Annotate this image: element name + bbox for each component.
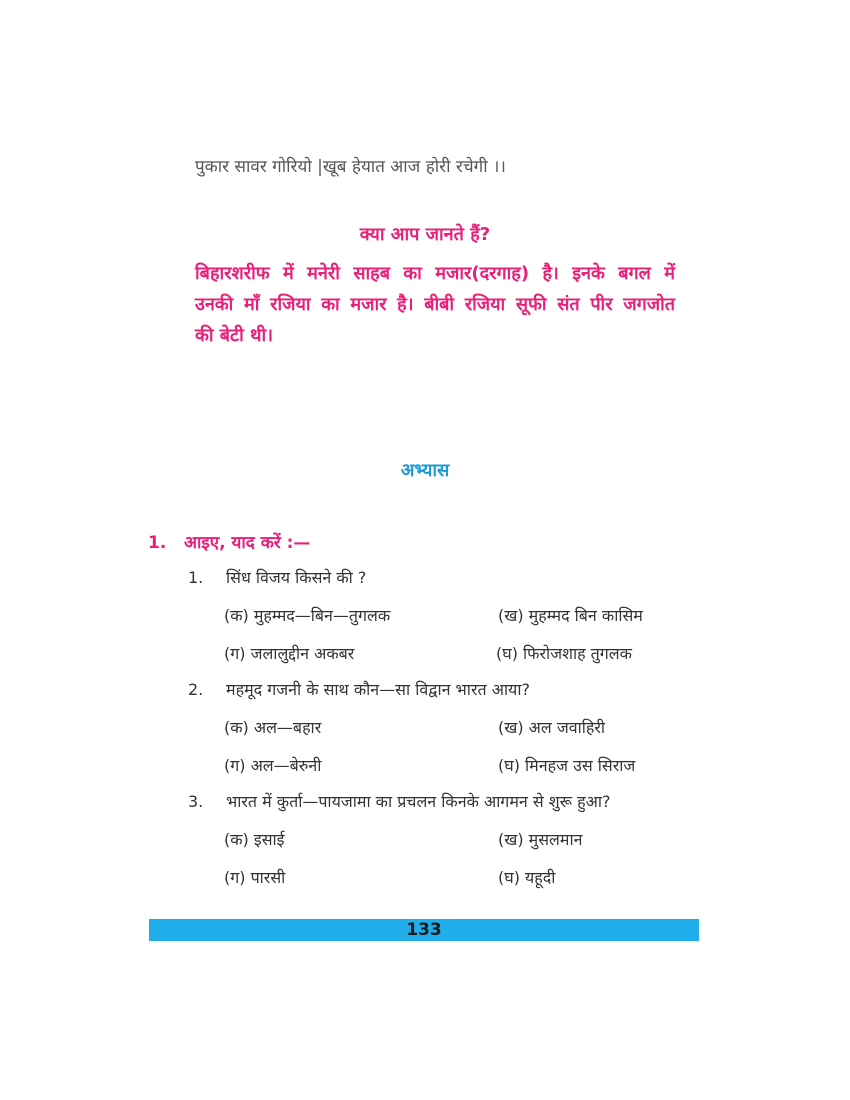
- question-text: भारत में कुर्ता—पायजामा का प्रचलन किनके आगमन से शुरू हुआ?: [226, 792, 611, 811]
- exercise-title: अभ्यास: [400, 460, 450, 481]
- option-item: (ग) जलालुद्दीन अकबर: [224, 644, 355, 663]
- info-box-body: [195, 258, 675, 351]
- option-item: (घ) यहूदी: [498, 868, 556, 887]
- option-item: (ग) अल—बेरुनी: [224, 756, 322, 775]
- question-2: [188, 678, 530, 700]
- section-number: 1.: [148, 533, 167, 553]
- poem-line: पुकार सावर गोरियो |खूब हेयात आज होरी रचेगी ।।: [195, 157, 506, 177]
- option-item: (क) इसाई: [224, 830, 285, 849]
- question-text: सिंध विजय किसने की ?: [226, 568, 367, 587]
- page-number: 133: [406, 920, 442, 940]
- option-item: (ग) पारसी: [224, 868, 286, 887]
- option-item: (ख) मुहम्मद बिन कासिम: [498, 606, 643, 625]
- footer-bar: [149, 919, 699, 941]
- option-item: (क) मुहम्मद—बिन—तुगलक: [224, 606, 391, 625]
- info-box-line: उनकी माँ रजिया का मजार है। बीबी रजिया सूफी संत पीर जगजोत: [195, 294, 675, 315]
- option-item: (क) अल—बहार: [224, 718, 322, 737]
- question-text: महमूद गजनी के साथ कौन—सा विद्वान भारत आया?: [226, 680, 530, 699]
- question-number: 1.: [188, 568, 204, 587]
- section-heading: [148, 530, 310, 553]
- option-item: (ख) अल जवाहिरी: [498, 718, 606, 737]
- option-item: (घ) मिनहज उस सिराज: [498, 756, 636, 775]
- question-3: [188, 790, 611, 812]
- info-box-line: बिहारशरीफ में मनेरी साहब का मजार(दरगाह) है। इनके बगल में: [195, 263, 675, 284]
- question-1: [188, 566, 366, 588]
- info-box-heading: क्या आप जानते हैं?: [359, 224, 491, 245]
- option-item: (घ) फिरोजशाह तुगलक: [496, 644, 632, 663]
- info-box-line: की बेटी थी।: [195, 325, 274, 346]
- question-number: 3.: [188, 792, 204, 811]
- option-item: (ख) मुसलमान: [498, 830, 583, 849]
- question-number: 2.: [188, 680, 204, 699]
- section-title: आइए, याद करें :—: [184, 533, 311, 553]
